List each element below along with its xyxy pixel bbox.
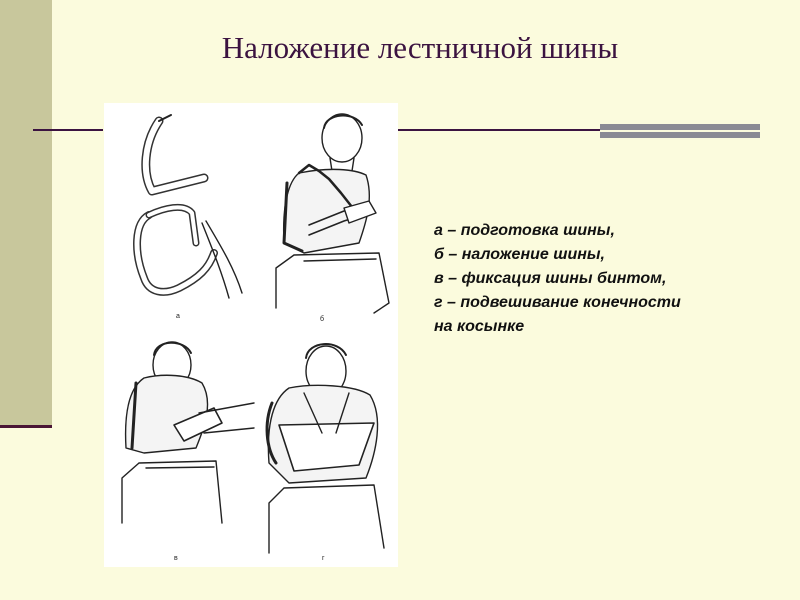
caption-line: б – наложение шины, (434, 246, 605, 263)
title-rule-bar (600, 124, 760, 138)
caption-line: на косынке (434, 318, 525, 335)
panel-b-drawing (276, 114, 389, 313)
panel-d-label: г (322, 555, 325, 562)
caption-line: в – фиксация шины бинтом, (434, 270, 667, 287)
caption-line: а – подготовка шины, (434, 222, 615, 239)
splint-illustration (104, 103, 398, 567)
title-rule-right (398, 129, 600, 131)
slide-title: Наложение лестничной шины (221, 30, 619, 65)
panel-c-drawing (122, 342, 254, 523)
left-accent-line (0, 425, 52, 428)
figure-caption (434, 219, 774, 339)
panel-c-label: в (174, 555, 178, 562)
panel-d-drawing (267, 344, 384, 553)
panel-b-label: б (320, 316, 325, 323)
caption-line: г – подвешивание конечности (434, 294, 681, 311)
panel-a-label: а (176, 313, 180, 320)
title-rule-left (33, 129, 103, 131)
panel-a-drawing (137, 115, 242, 298)
